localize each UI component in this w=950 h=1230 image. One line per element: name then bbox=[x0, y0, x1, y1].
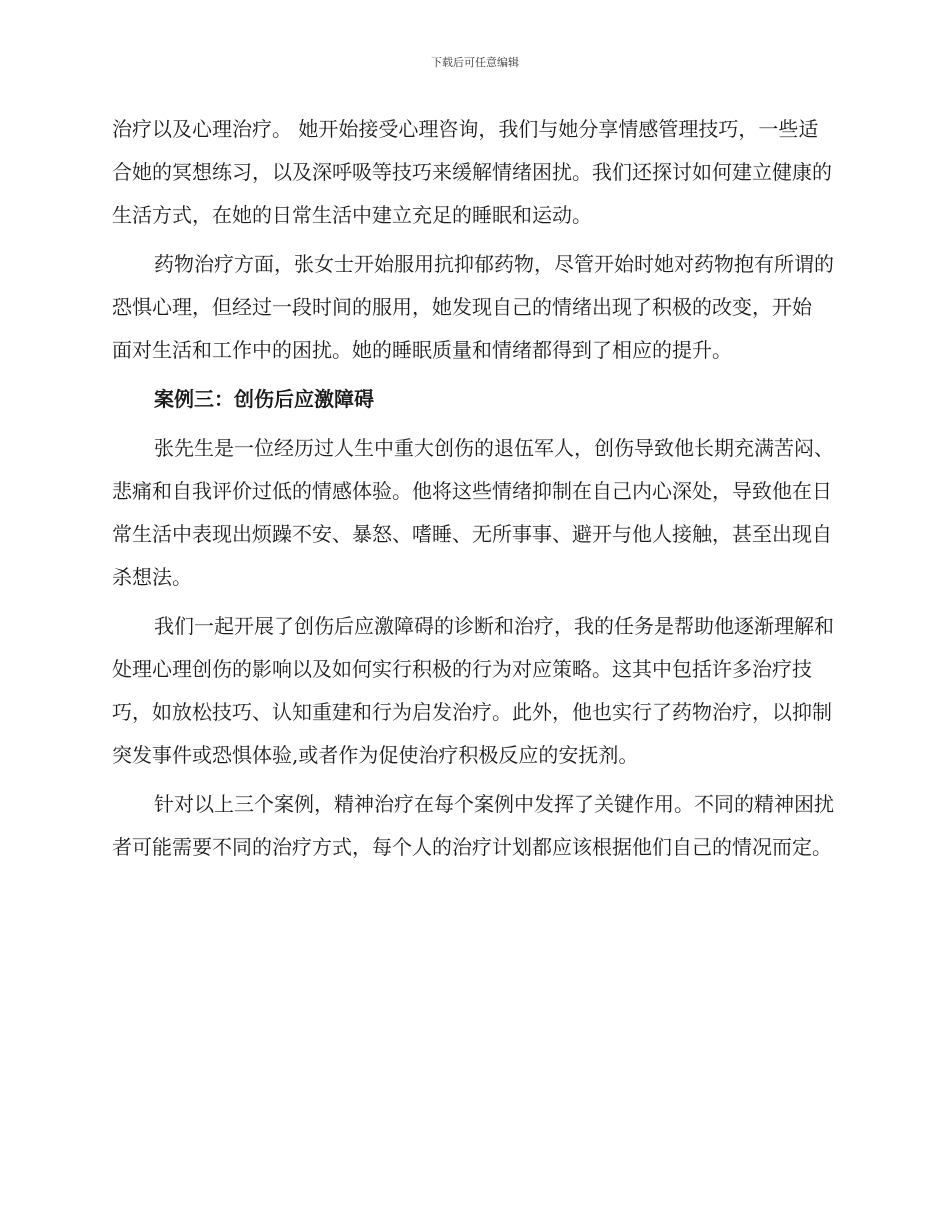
page-header: 下载后可任意编辑 bbox=[431, 56, 519, 69]
section-heading-case-three: 案例三：创伤后应激障碍 bbox=[154, 387, 374, 411]
paragraph-therapy-continued: 治疗以及心理治疗。 她开始接受心理咨询，我们与她分享情感管理技巧，一些适合她的冥想练习，以及深呼吸等技巧来缓解情绪困扰。我们还探讨如何建立健康的生活方式，在她的日常生活中建立充足的睡眠和运动。 bbox=[112, 117, 832, 227]
paragraph-conclusion: 针对以上三个案例，精神治疗在每个案例中发挥了关键作用。不同的精神困扰者可能需要不同的治疗方式，每个人的治疗计划都应该根据他们自己的情况而定。 bbox=[112, 792, 834, 859]
document-body bbox=[112, 108, 838, 875]
paragraph-medication: 药物治疗方面，张女士开始服用抗抑郁药物，尽管开始时她对药物抱有所谓的恐惧心理，但经过一段时间的服用，她发现自己的情绪出现了积极的改变，开始 面对生活和工作中的困扰。她的睡眠质量和情绪都得到了相应的提升。 bbox=[112, 252, 834, 362]
paragraph-case-three-treatment: 我们一起开展了创伤后应激障碍的诊断和治疗，我的任务是帮助他逐渐理解和处理心理创伤的影响以及如何实行积极的行为对应策略。这其中包括许多治疗技巧，如放松技巧、认知重建和行为启发治疗。此外，他也实行了药物治疗，以抑制突发事件或恐惧体验,或者作为促使治疗积极反应的安抚剂。 bbox=[112, 614, 834, 767]
paragraph-case-three-background: 张先生是一位经历过人生中重大创伤的退伍军人，创伤导致他长期充满苦闷、悲痛和自我评价过低的情感体验。他将这些情绪抑制在自己内心深处，导致他在日常生活中表现出烦躁不安、暴怒、嗜睡、无所事事、避开与他人接触，甚至出现自杀想法。 bbox=[112, 436, 834, 589]
